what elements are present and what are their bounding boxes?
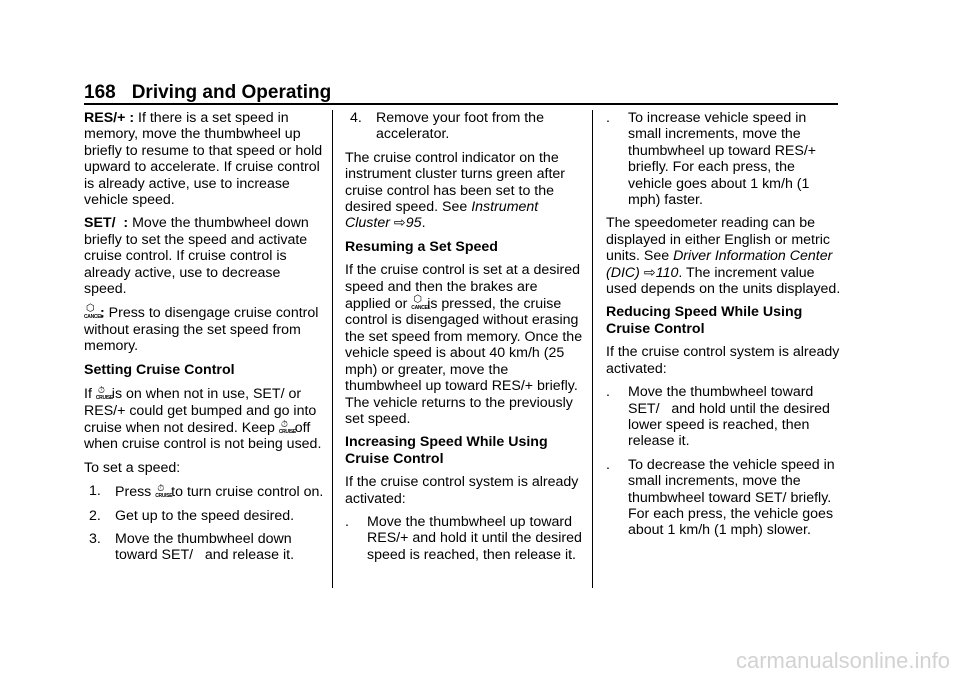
text-fragment: If the cruise control is set at a desired speed and then the brakes are applied or [345, 262, 580, 313]
page-reference[interactable]: 110 [655, 264, 679, 281]
text-fragment: The cruise control indicator on the instrument cluster turns green after cruise control has been set to the desired speed. See [345, 149, 566, 216]
step-number: 1. [89, 483, 101, 500]
indicator-paragraph: The cruise control indicator on the instrument cluster turns green after cruise control has been set to the desired speed. See Instrument Cluster ⇨95. [345, 149, 566, 232]
cruise-on-off-icon: ⏱ CRUISE [95, 385, 113, 402]
text-fragment: is pressed, the cruise control is disengaged without erasing the set speed from memory. Once the vehicle speed is about 40 km/h (25 mph) or greater, move the thumbwheel up toward RES/+ briefly. The vehicle returns to the previously set speed. [345, 296, 583, 427]
bullet-mark: . [606, 384, 610, 401]
list-item [606, 457, 842, 539]
list-item-text: To decrease the vehicle speed in small increments, move the thumbwheel toward SET/ briefly. For each press, the vehicle goes about 1 km/h (1 mph) slower. [628, 456, 835, 539]
page-header [84, 82, 331, 104]
step-4 [345, 110, 585, 143]
speedometer-paragraph: The speedometer reading can be displayed in either English or metric units. See Driver Information Center (DIC) ⇨110. The increment value used depends on the units displayed. [606, 215, 841, 298]
list-item [606, 110, 842, 208]
cancel-text: Press to disengage cruise control without erasing the set speed from memory. [84, 305, 319, 355]
step-3 [84, 531, 324, 564]
column-divider-2 [592, 110, 593, 588]
text-fragment: is on when not in use, SET/ or RES/+ could get bumped and go into cruise when not desired. Keep [84, 386, 317, 436]
res-text: If there is a set speed in memory, move the thumbwheel up briefly to resume to that speed or hold upward to accelerate. If cruise control is already active, use to increase vehicle speed. [84, 110, 323, 209]
watermark: carmanualsonline.info [735, 648, 950, 673]
to-set-intro: To set a speed: [84, 459, 181, 476]
list-item-text: Move the thumbwheel up toward RES/+ and hold it until the desired speed is reached, then release it. [367, 513, 582, 563]
bullet-mark: . [606, 110, 610, 126]
header-rule [84, 103, 838, 105]
bullet-mark: . [606, 456, 610, 473]
bullet-mark: . [345, 513, 349, 530]
step-text: Get up to the speed desired. [115, 507, 295, 524]
resuming-heading: Resuming a Set Speed [345, 238, 498, 255]
reducing-heading: Reducing Speed While Using Cruise Control [606, 304, 803, 337]
column-3 [606, 110, 842, 546]
instrument-cluster-link[interactable]: Instrument Cluster [345, 199, 539, 232]
list-item-text: To increase vehicle speed in small increments, move the thumbwheel up toward RES/+ briefly. For each press, the vehicle goes about 1 km/h (1 mph) faster. [628, 110, 817, 209]
step-number: 4. [350, 110, 362, 126]
text-fragment: If [84, 386, 92, 403]
list-item-text: Move the thumbwheel toward SET/ and hold until the desired lower speed is reached, then release it. [628, 384, 830, 450]
cruise-cancel-icon: ⬡ CANCEL [84, 303, 104, 321]
setting-heading: Setting Cruise Control [84, 361, 235, 378]
page-reference[interactable]: 95 [405, 215, 422, 232]
set-label: SET/ : [84, 215, 129, 232]
res-paragraph [84, 110, 324, 208]
reference-arrow-icon: ⇨ [393, 215, 406, 232]
column-2 [345, 110, 585, 570]
cruise-on-off-icon: ⏱ CRUISE [155, 483, 173, 500]
reference-arrow-icon: ⇨ [643, 264, 656, 281]
res-label: RES/+ : [84, 110, 135, 126]
increasing-intro: If the cruise control system is already activated: [345, 474, 579, 507]
dic-link[interactable]: Driver Information Center (DIC) [606, 248, 833, 281]
step-2 [84, 508, 324, 524]
step-text: Press ⏱ CRUISE to turn cruise control on. [115, 483, 324, 501]
column-1 [84, 110, 324, 571]
step-number: 3. [89, 530, 101, 547]
step-text: Remove your foot from the accelerator. [376, 110, 544, 143]
cruise-cancel-icon: ⬡ CANCEL [411, 294, 431, 312]
list-item [345, 514, 585, 563]
column-divider-1 [332, 110, 333, 588]
step-number: 2. [89, 507, 101, 524]
cancel-paragraph [84, 304, 324, 354]
cruise-on-off-icon: ⏱ CRUISE [278, 418, 296, 435]
resuming-paragraph [345, 262, 585, 427]
increasing-heading: Increasing Speed While Using Cruise Control [345, 434, 548, 467]
step-text: Move the thumbwheel down toward SET/ and release it. [115, 530, 295, 564]
set-text: Move the thumbwheel down briefly to set the speed and activate cruise control. If cruise control is already active, use to decrease speed. [84, 215, 309, 298]
cruise-warning-paragraph [84, 385, 324, 453]
list-item [606, 384, 842, 450]
set-paragraph [84, 215, 324, 297]
text-fragment: The speedometer reading can be displayed in either English or metric units. See [606, 215, 830, 265]
reducing-intro: If the cruise control system is already activated: [606, 344, 840, 377]
page-number: 168 [84, 82, 116, 103]
section-title: Driving and Operating [131, 82, 332, 103]
text-fragment: The increment value used depends on the units displayed. [606, 264, 841, 298]
text-fragment: off when cruise control is not being used. [84, 419, 322, 453]
cancel-label: : [99, 305, 105, 322]
step-1 [84, 483, 324, 500]
